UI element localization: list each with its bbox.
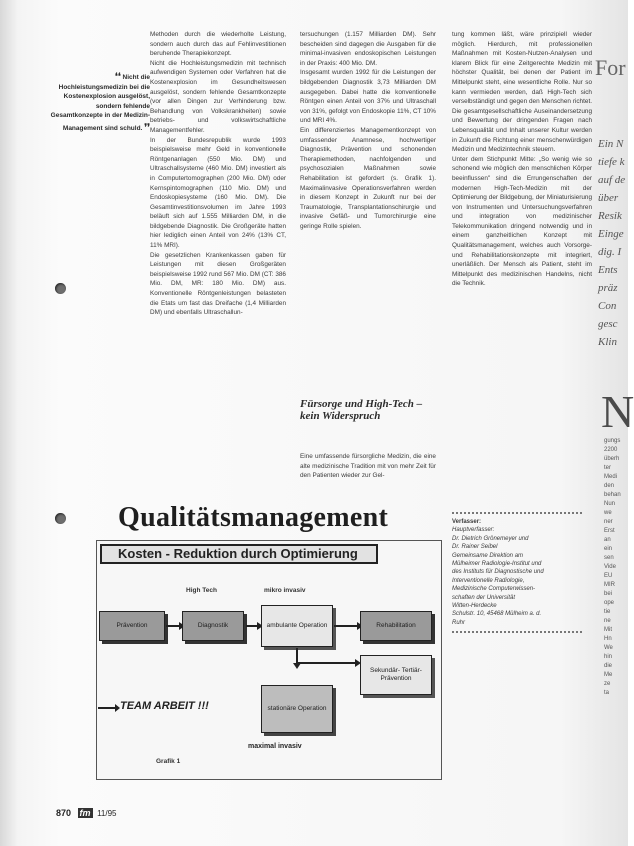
paragraph: Unter dem Stichpunkt Mitte: „So wenig wie so schonend wie möglich den menschlichen Körper beeinflussen" sind die Errungenschaften der modernen High-Tech-Medizin mit der Optimierung der Bildgebung, der Miniaturisierung von Instrumenten und Untersuchungsverfahren und integration von medizinischer Telekommunikation dringend notwendig und in einem ganzheitlichen Konzept mit Qualitätsmanagement, welches auch Vorsorge- und Rehabilitationskonzepte mit integriert, unerläßlich. Der Mensch als Patient, steht im Mittelpunkt des medizinischen Handelns, nicht die Technik. (452, 155, 592, 288)
paragraph: Insgesamt wurden 1992 für die Leistungen der bildgebenden Diagnostik 3,73 Milliarden DM ausgegeben. Dabei hatte die konventionelle Röntgen einen Anteil von 37% und Ultraschall von 31%, gefolgt von Endoskopie 11%, CT 10% und MRI 4%. (300, 69, 436, 125)
pull-quote (50, 70, 150, 134)
box-rehabilitation: Rehabilitation (360, 611, 432, 641)
box-sekundaer-praevention: Sekundär- Tertiär- Prävention (360, 655, 432, 695)
edge-word: Erst (604, 528, 615, 534)
edge-word: ta (604, 690, 610, 696)
edge-word: Me (604, 672, 613, 678)
article-column-3 (452, 30, 592, 500)
hightech-label: High Tech (186, 587, 217, 594)
adjacent-page-edge (595, 0, 634, 846)
figure-caption: Grafik 1 (156, 758, 181, 765)
credit-line: des Instituts für Diagnostische und (452, 569, 544, 576)
edge-word: überh (604, 456, 620, 462)
edge-word: behan (604, 492, 621, 498)
magazine-logo: fm (79, 808, 91, 818)
edge-word: 2200 (604, 447, 618, 453)
figure-title: Qualitätsmanagement (118, 502, 389, 533)
edge-line: auf de (598, 174, 626, 186)
edge-word: gungs (604, 438, 621, 444)
edge-word: bei (604, 591, 613, 597)
author-credits (452, 512, 592, 633)
edge-word: Nun (604, 501, 616, 507)
divider (452, 512, 582, 514)
paragraph: Eine umfassende fürsorgliche Medizin, die eine alte medizinische Tradition mit von mehr Zeit für den Patienten wieder zur Gel- (300, 453, 436, 480)
edge-line: Ein N (598, 138, 624, 150)
edge-word: an (604, 537, 611, 543)
credit-line: Interventionelle Radiologie, (452, 577, 525, 584)
edge-line: präz (598, 282, 618, 294)
team-arbeit-label: TEAM ARBEIT !!! (120, 700, 209, 712)
arrow (296, 662, 356, 664)
edge-line: Resik (598, 210, 622, 222)
open-quote-icon: ❛❛ (114, 71, 121, 81)
edge-word: Hn (604, 636, 612, 642)
mikro-invasiv-label: mikro invasiv (264, 587, 306, 594)
credit-line: Medizinische Computerwissen- (452, 586, 536, 593)
page-footer (56, 808, 117, 818)
credits-label: Verfasser: (452, 519, 482, 525)
edge-word: Mit (604, 627, 612, 633)
paragraph: tung kommen läßt, wäre prinzipiell wieder möglich. Hierdurch, mit professionellen Maßnahmen mit Kosten-Nutzen-Analysen und klarem Blick für eine Zeitgerechte Medizin mit höchster Qualität, bei denen der Patient im Mittelpunkt steht, eine wesentliche Rolle. Nur so kann vermieden werden, daß High-Tech sich verselbständigt und gegen den Menschen richtet. Die gesamtgesellschaftliche Auseinandersetzung und Bewertung der dringenden Fragen nach Lebensqualität und Inhalt unserer Kultur werden in Zukunft die Richtung einer menschenwürdigen Medizin und Medizintechnik steuern. (452, 31, 592, 154)
section-subheading: Fürsorge und High-Tech – kein Widerspruch (300, 398, 423, 422)
paragraph: Nicht die Hochleistungsmedizin mit technisch aufwendigen Systemen oder Verfahren hat die Kostenexplosion im Gesundheitswesen ausgelöst, sondern fehlende Gesamtkonzepte (vor allen Dingen zur Verhinderung bzw. Behandlung von Volkskrankheiten) sowie betriebs- und volkswirtschaftliche Managementfehler. (150, 59, 286, 134)
edge-word: den (604, 483, 615, 489)
credit-line: Dr. Rainer Seibel (452, 544, 498, 551)
credit-line: Mülheimer Radiologie-Institut und (452, 561, 542, 568)
edge-word: die (604, 663, 613, 669)
page-number: 870 (56, 808, 72, 818)
edge-line: über (598, 192, 619, 204)
paragraph: tersuchungen (1.157 Milliarden DM). Sehr bescheiden sind dagegen die Ausgaben für die minimal-invasiven endoskopischen Leistungen in der Praxis: 400 Mio. DM. (300, 31, 436, 67)
edge-line: Ents (598, 264, 618, 276)
edge-word: ze (604, 681, 611, 687)
edge-drop-cap: N (601, 386, 634, 437)
edge-word: We (604, 645, 613, 651)
edge-line: dig. I (598, 246, 622, 258)
paragraph: Methoden durch die wiederholte Leistung, sondern auch durch das auf Fehlinvestitionen beruhende Therapiekonzept. (150, 31, 286, 58)
arrow (246, 625, 258, 627)
box-diagnostik: Diagnostik (182, 611, 244, 641)
paragraph: Ein differenziertes Managementkonzept von umfassender Anamnese, hochwertiger Diagnostik, Prävention und schonenden Therapiemethoden, nachfolgenden und psychosozialen Maßnahmen sowie Rehabilitation ist gefordert (s. Grafik 1). Maximalinvasive Operationsverfahren werden in diesem Konzept in Zukunft nur bei der Traumatologie, Transplantationschirurgie und invasive Gefäß- und Tumorchirurgie eine geringe Rolle spielen. (300, 126, 436, 230)
punch-hole (55, 283, 66, 294)
credit-line: Ruhr (452, 619, 466, 626)
arrow (334, 625, 358, 627)
edge-word: EU (604, 573, 613, 579)
paragraph: In der Bundesrepublik wurde 1993 beispielsweise mehr Geld in konventionelle Röntgenanlagen (550 Mio. DM) und Ultraschallsysteme (460 Mio. DM) investiert als in Computertomographen (200 Mio. DM) oder Kernspintomographen (110 Mio. DM) und Endoskopiesysteme (160 Mio. DM). Die Gesamtinvestitionsvolumen im Jahre 1993 beläuft sich auf 1.555 Milliarden DM, in die bildgebende Diagnostik. Die Großgeräte hatten hier lediglich einen Anteil von 24% (13% CT, 11% MRI). (150, 136, 286, 250)
edge-heading: For (595, 55, 626, 80)
punch-hole (55, 513, 66, 524)
box-ambulante-operation: ambulante Operation (261, 605, 333, 647)
arrow (166, 625, 180, 627)
credit-line: Gemeinsame Direktion am (452, 552, 524, 559)
edge-word: ein (604, 546, 613, 552)
credit-line: schaften der Universität (452, 594, 516, 601)
close-quote-icon: ❜❜ (144, 121, 150, 132)
edge-word: ope (604, 600, 615, 606)
edge-word: sen (604, 555, 614, 561)
edge-word: tie (604, 609, 611, 615)
pull-quote-text: Nicht die Hochleistungsmedizin bei die Kostenexplosion ausgelöst, sondern fehlende Gesamtkonzepte in der Medizin-Management sind schuld. (50, 74, 150, 132)
article-column-2-continued (300, 452, 436, 502)
edge-word: ter (604, 465, 612, 471)
edge-word: Vide (604, 564, 616, 570)
box-praevention: Prävention (99, 611, 165, 641)
edge-line: Klin (598, 336, 617, 348)
edge-word: ne (604, 618, 611, 624)
team-arrow-icon (98, 707, 116, 709)
maximal-invasiv-label: maximal invasiv (248, 743, 302, 750)
edge-line: gesc (598, 318, 618, 330)
credit-line: Hauptverfasser: (452, 527, 495, 534)
edge-line: Con (598, 300, 617, 312)
credit-line: Dr. Dietrich Grönemeyer und (452, 535, 529, 542)
credit-line: Schulstr. 10, 45468 Mülheim a. d. (452, 611, 542, 618)
figure-banner: Kosten - Reduktion durch Optimierung (100, 544, 378, 564)
edge-word: hin (604, 654, 613, 660)
article-column-1 (150, 30, 286, 502)
divider (452, 631, 582, 633)
credit-line: Witten-Herdecke (452, 603, 497, 610)
edge-line: Einge (598, 228, 624, 240)
issue-number: 11/95 (97, 809, 117, 818)
edge-word: Medi (604, 474, 618, 480)
box-stationaere-operation: stationäre Operation (261, 685, 333, 733)
edge-line: tiefe k (598, 156, 625, 168)
paragraph: Die gesetzlichen Krankenkassen gaben für Leistungen mit diesen Großgeräten beispielsweise 1992 rund 567 Mio. DM (CT: 386 Mio. DM, MR: 180 Mio. DM) aus. Konventionelle Röntgenleistungen belasteten die Etats um fast das Dreifache (1,4 Milliarden DM) und ebenfalls Ultraschallun- (150, 251, 286, 317)
edge-word: MIR (604, 582, 615, 588)
edge-word: we (604, 510, 612, 516)
article-column-2 (300, 30, 436, 392)
edge-word: ner (604, 519, 613, 525)
